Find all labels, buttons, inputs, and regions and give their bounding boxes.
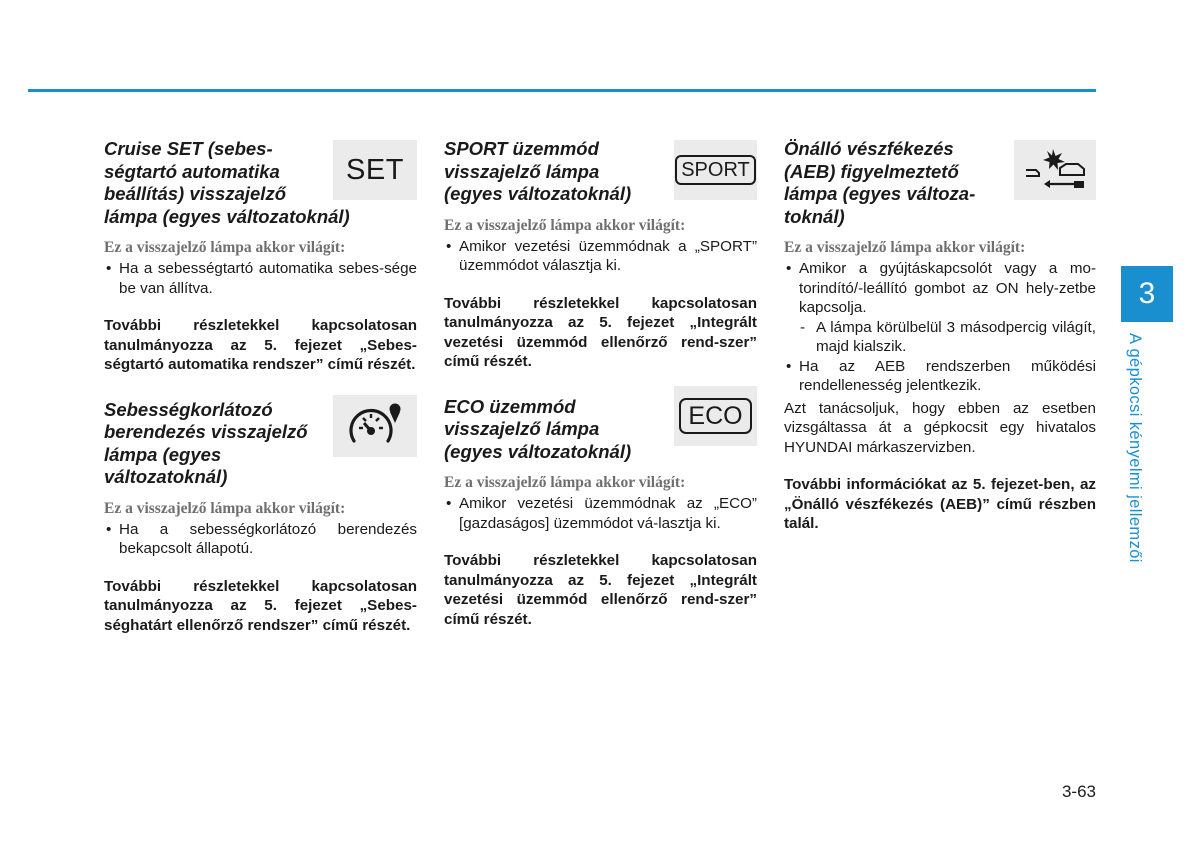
- aeb-title: Önálló vészfékezés (AEB) figyelmeztető lámpa (egyes változa- toknál): [784, 138, 976, 227]
- aeb-reference: További információkat az 5. fejezet-ben, az „Önálló vészfékezés (AEB)” című részben talál.: [784, 476, 1096, 532]
- list-item: - A lámpa körülbelül 3 másodpercig világít, majd kialszik.: [784, 318, 1096, 357]
- list-item: • Ha a sebességtartó automatika sebes-sége be van állítva.: [104, 259, 417, 298]
- speed-limiter-gauge-icon: [340, 400, 410, 452]
- column-2: [444, 138, 757, 629]
- cruise-set-indicator-icon: SET: [333, 140, 417, 200]
- section-cruise-set: [104, 138, 417, 375]
- list-item: • Amikor vezetési üzemmódnak a „SPORT” üzemmódot választja ki.: [444, 237, 757, 276]
- page-number: 3-63: [1061, 782, 1096, 801]
- sport-mode-bullets: [444, 237, 757, 276]
- column-1: [104, 138, 417, 635]
- aeb-recommendation: Azt tanácsoljuk, hogy ebben az esetben vizsgáltassa át a gépkocsit egy hivatalos HYUNDAI márkaszervizben.: [784, 399, 1096, 456]
- speed-limiter-icon: [333, 395, 417, 457]
- sport-mode-indicator-icon: SPORT: [674, 140, 757, 200]
- cruise-set-title: Cruise SET (sebes- ségtartó automatika beállítás) visszajelző lámpa (egyes változatoknál): [104, 138, 350, 227]
- aeb-collision-icon: [1020, 146, 1090, 194]
- speed-limiter-subheading: Ez a visszajelző lámpa akkor világít:: [104, 499, 346, 517]
- chapter-title: A gépkocsi kényelmi jellemzői: [1126, 333, 1144, 563]
- eco-mode-subheading: Ez a visszajelző lámpa akkor világít:: [444, 474, 686, 491]
- column-3: [784, 138, 1096, 534]
- speed-limiter-reference: További részletekkel kapcsolatosan tanulmányozza az 5. fejezet „Sebes-séghatárt ellenőrző rendszer” című részét.: [104, 577, 417, 634]
- sport-mode-reference: További részletekkel kapcsolatosan tanulmányozza az 5. fejezet „Integrált vezetési üzemmód ellenőrző rend-szer” című részét.: [444, 294, 757, 370]
- header-rule: [28, 89, 1096, 92]
- cruise-set-reference: További részletekkel kapcsolatosan tanulmányozza az 5. fejezet „Sebes-ségtartó automatika rendszer” című részét.: [104, 317, 417, 373]
- section-eco-mode: [444, 396, 757, 630]
- cruise-set-bullets: [104, 259, 417, 298]
- speed-limiter-bullets: [104, 520, 417, 559]
- aeb-bullets-1: [784, 259, 1096, 318]
- aeb-subheading: Ez a visszajelző lámpa akkor világít:: [784, 239, 1026, 256]
- section-sport-mode: [444, 138, 757, 372]
- speed-limiter-title: Sebességkorlátozó berendezés visszajelző lámpa (egyes változatoknál): [104, 398, 308, 487]
- chapter-tab: [1121, 266, 1173, 322]
- sport-mode-title: SPORT üzemmód visszajelző lámpa (egyes változatoknál): [444, 138, 632, 204]
- eco-mode-bullets: [444, 494, 757, 533]
- cruise-set-subheading: Ez a visszajelző lámpa akkor világít:: [104, 239, 346, 256]
- section-speed-limiter: [104, 399, 417, 636]
- eco-mode-title: ECO üzemmód visszajelző lámpa (egyes változatoknál): [444, 395, 632, 462]
- list-item: • Amikor vezetési üzemmódnak az „ECO” [gazdaságos] üzemmódot vá-lasztja ki.: [444, 494, 757, 533]
- eco-mode-reference: További részletekkel kapcsolatosan tanulmányozza az 5. fejezet „Integrált vezetési üzemmód ellenőrző rend-szer” című részét.: [444, 552, 757, 628]
- section-aeb: [784, 138, 1096, 534]
- list-item: • Ha a sebességkorlátozó berendezés bekapcsolt állapotú.: [104, 520, 417, 559]
- eco-mode-indicator-icon: ECO: [674, 386, 757, 446]
- aeb-warning-icon: [1014, 140, 1096, 200]
- chapter-number: 3: [1138, 277, 1156, 310]
- sport-mode-subheading: Ez a visszajelző lámpa akkor világít:: [444, 216, 686, 234]
- list-item: • Amikor a gyújtáskapcsolót vagy a mo-torindító/-leállító gombot az ON hely-zetbe kapcsolja.: [784, 259, 1096, 318]
- aeb-bullets-2: [784, 357, 1096, 396]
- aeb-dash-list: [784, 318, 1096, 357]
- list-item: • Ha az AEB rendszerben működési rendellenesség jelentkezik.: [784, 357, 1096, 396]
